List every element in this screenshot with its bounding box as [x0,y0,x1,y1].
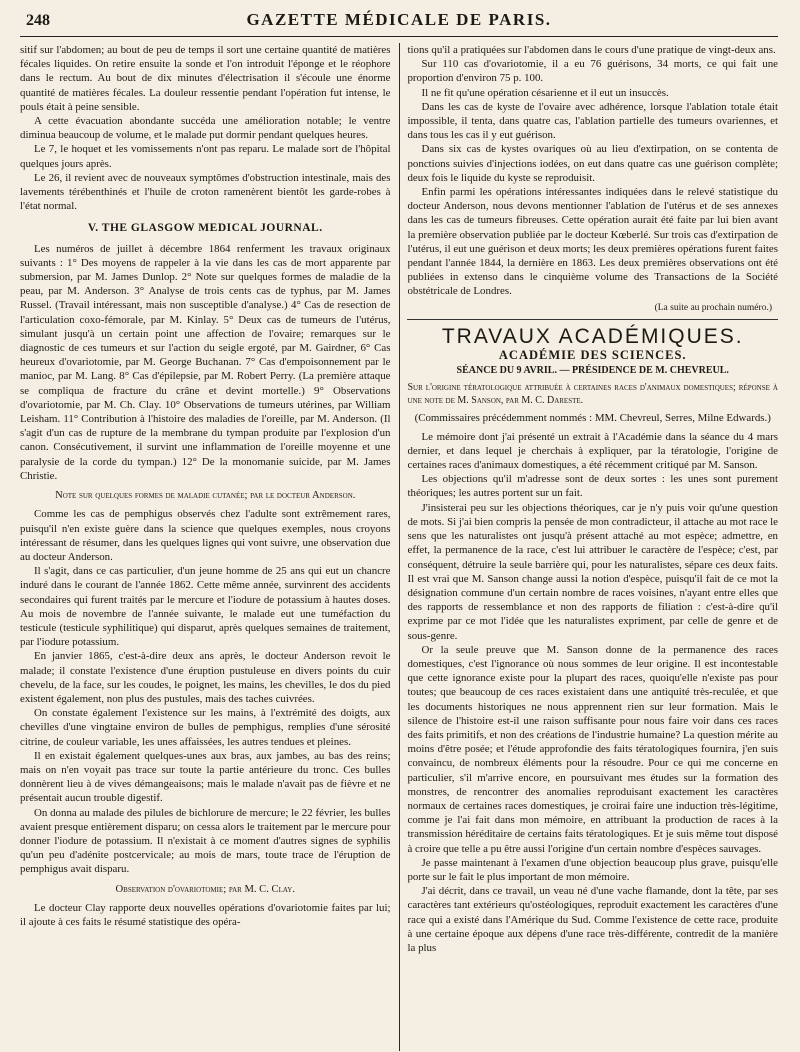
continued-note: (La suite au prochain numéro.) [654,302,772,313]
journal-title: GAZETTE MÉDICALE DE PARIS. [246,10,552,29]
paragraph: Il en existait également quelques-unes aux bras, aux jambes, au bas des reins; mais on n'en voyait pas trace sur toute la partie antérieure du tronc. Ces bulles donnèrent lieu à de vives démangeaisons; mais le malade n'avait pas de fièvre et ne présentait aucun trouble digestif. [20,749,391,805]
paragraph: J'ai décrit, dans ce travail, un veau né d'une vache flamande, dont la tête, par ses caractères tant extérieurs qu'ostéologiques, reproduit exactement les caractères d'une race qui a existé dans l'Amérique du Sud. Comme l'existence de cette race, produite à une certaine époque aux dépens d'une race très-différente, contredit de la manière la plus [407,885,778,954]
paragraph: Les numéros de juillet à décembre 1864 renferment les travaux originaux suivants : 1° Des moyens de rappeler à la vie dans les cas de mort apparente par submersion, par M. James Dunlop. 2° Note sur quelques formes de maladie de la peau, par M. Anderson. 3° Analyse de trois cents cas de typhus, par M. James Russel. (Travail intéressant, mais non susceptible d'analyse.) 4° Cas de resection de l'articulation coxo-fémorale, par M. Kinlay. 5° Deux cas de tumeurs de l'utérus, simulant jusqu'à un certain point une affection de l'ovaire; remarques sur le diagnostic de ces tumeurs et sur l'action du seigle ergoté, par M. Gairdner, 6° Cas heureux d'ovariotomie, par M. George Buchanan. 7° Cas d'empoisonnement par le manioc, par M. Lang. 8° Cas d'épilepsie, par M. Robert Perry. (La première attaque se compliqua de fracture du crâne et devint mortelle.) 9° Observations d'ovariotomie, par M. Ch. Clay. 10° Observations de tumeurs utérines, par William Leisham. 11° Contribution à l'histoire des maladies de l'oreille, par M. Anderson. (Il s'agit d'un cas de rupture de la membrane du tympan produite par l'explosion d'un canon. Consécutivement, il survint une inflammation de l'oreille moyenne et une paralysie de la corde du tympan.) 12° De la monomanie suicide, par M. James Christie. [20,242,391,482]
paragraph: Le 26, il revient avec de nouveaux symptômes d'obstruction intestinale, mais des lavements térébenthinés et l'huile de croton ramenèrent bientôt les garde-robes à l'état normal. [20,171,391,213]
divider [407,319,778,320]
right-column [399,43,778,1051]
commissaires-note: (Commissaires précédemment nommés : MM. Chevreul, Serres, Milne Edwards.) [414,412,771,425]
seance-heading: SÉANCE DU 9 AVRIL. — PRÉSIDENCE DE M. CHEVREUL. [456,365,729,377]
paragraph: sitif sur l'abdomen; au bout de peu de temps il sort une certaine quantité de matières fécales liquides. On retire ensuite la sonde et l'on introduit l'éponge et le réophore dans le rectum. Au bout de dix minutes d'électrisation il s'écoule une énorme quantité de matières fécales. La douleur ressentie pendant l'opération fut intense, le pouls était à peine sensible. [20,44,391,113]
columns [20,43,778,1051]
paragraph: On constate également l'existence sur les mains, à l'extrémité des doigts, aux chevilles d'une vingtaine environ de bulles de pemphigus, remplies d'une sérosité citrine, de couleur variable, les unes affaissées, les autres tendues et pleines. [20,707,391,748]
paragraph: Il s'agit, dans ce cas particulier, d'un jeune homme de 25 ans qui eut un chancre induré dans le courant de l'année 1862. Cette même année, survinrent des accidents secondaires qui furent traités par le mercure et l'iodure de potassium à hautes doses. Au mois de novembre de l'année suivante, le malade eut une tuméfaction du testicule (testicule syphilitique) qui disparut, après quelques semaines de traitement, par l'iodure potassium. [20,565,391,649]
paragraph: Comme les cas de pemphigus observés chez l'adulte sont extrêmement rares, puisqu'il n'en existe guère dans la science que quelques exemples, nous croyons intéressant de résumer, dans les quelques lignes qui vont suivre, une observation due au docteur Anderson. [20,508,391,563]
paragraph: On donna au malade des pilules de bichlorure de mercure; le 22 février, les bulles avaient presque entièrement disparu; on cessa alors le traitement par le mercure pour donner l'iodure de potassium. Il n'existait à ce moment d'autres signes de syphilis qu'un peu d'adénite postcervicale; au mois de mars, toute trace de l'éruption de pemphigus avait disparu. [20,806,391,876]
academie-heading: ACADÉMIE DES SCIENCES. [498,348,687,363]
observation-heading: Observation d'ovariotomie; par M. C. Clay. [115,883,295,895]
paragraph: tions qu'il a pratiquées sur l'abdomen dans le cours d'une pratique de vingt-deux ans. [407,44,776,56]
left-column [20,43,399,1051]
paragraph: Enfin parmi les opérations intéressantes indiquées dans le relevé statistique du docteur Anderson, nous devons mentionner l'ablation de l'utérus et de ses annexes dans les cas de tumeurs fibreuses. Cette opération aurait été faite par lui bien avant la première observation publiée par le docteur Kœberlé. Sur trois cas d'extirpation de l'utérus, il eut une guérison et deux morts; les deux premières opérations furent faites pendant l'année 1844, la dernière en 1863. Les deux premières observations ont été publiées in extenso dans le cinquième volume des Transactions de la Société obstétricale de Londres. [407,186,778,298]
paragraph: Dans les cas de kyste de l'ovaire avec adhérence, lorsque l'ablation totale était impossible, il tenta, dans quatre cas, l'ablation partielle des tumeurs ovariennes, et dans tous les cas il y eut guérison. [407,100,778,142]
paragraph: Je passe maintenant à l'examen d'une objection beaucoup plus grave, puisqu'elle porte sur le fait le plus important de mon mémoire. [407,856,778,883]
note-heading: Note sur quelques formes de maladie cutanée; par le docteur Anderson. [55,490,356,502]
paragraph: Les objections qu'il m'adresse sont de deux sortes : les unes sont purement théoriques; les autres portent sur un fait. [407,473,778,500]
subject-line: Sur l'origine tératologique attribuée à certaines races d'animaux domestiques; réponse à une note de M. Sanson, par M. C. Dareste. [407,382,778,406]
paragraph: A cette évacuation abondante succéda une amélioration notable; le ventre diminua beaucoup de volume, et le malade put dormir pendant quelques heures. [20,115,391,142]
paragraph: Dans six cas de kystes ovariques où au lieu d'extirpation, on se contenta de ponctions suivies d'injections iodées, on eut dans quatre cas une guérison complète; deux fois le liquide du kyste se reproduisit. [407,143,778,184]
paragraph: Sur 110 cas d'ovariotomie, il a eu 76 guérisons, 34 morts, ce qui fait une proportion d'environ 75 p. 100. [407,58,778,85]
paragraph: Or la seule preuve que M. Sanson donne de la permanence des races domestiques, c'est l'ignorance où nous sommes de leur origine. Il est incontestable que cette ignorance existe pour la plupart des races, quoiqu'elle n'existe pas pour toutes; que beaucoup de ces races existaient dans une antiquité très-reculée, et que les documents historiques ne nous apprennent rien sur leur formation. Mais le silence de l'histoire est-il une raison suffisante pour nous faire voir dans ces races des faits primitifs, et non des créations de l'industrie humaine? La question mérite au moins d'être posée; et l'étude approfondie des faits tératologiques fournira, j'en suis convaincu, de nombreux éléments pour la résoudre. Pour ce qui me concerne en particulier, s'il m'arrive encore, en poursuivant mes études sur la formation des monstres, de rencontrer des anomalies reproduisant exactement les caractères normaux de certaines races domestiques, je croirai faire une induction très-légitime, comme je l'ai fait dans mon mémoire, en attribuant la production de races à la transmission héréditaire de certains faits tératologiques. Et je suis même tout disposé à croire que telle a pu être aussi l'origine d'un certain nombre d'espèces sauvages. [407,643,778,855]
section-heading: V. THE GLASGOW MEDICAL JOURNAL. [87,222,323,235]
travaux-heading: TRAVAUX ACADÉMIQUES. [441,324,744,348]
paragraph: Le 7, le hoquet et les vomissements n'ont pas reparu. Le malade sort de l'hôpital quelques jours après. [20,143,391,170]
paragraph: J'insisterai peu sur les objections théoriques, car je n'y puis voir qu'une question de mots. Si j'ai bien compris la pensée de mon contradicteur, il attache au mot race le sens que les naturalistes ont jusqu'à présent attaché au mot espèce; admettre, en effet, la permanence de la race, c'est lui attribuer le caractère de l'espèce; c'est, par conséquent, détruire la seule barrière qui, pour les naturalistes, sépare ces deux faits. Il est vrai que M. Sanson change aussi la notion d'espèce, puisqu'il fait de ce mot la désignation commune d'un certain nombre de races voisines, n'ayant entre elles que des rapports de ressemblance et non des rapports de filiation : c'est-à-dire qu'il exprime par ce mot l'idée que les naturalistes expriment, par celle de genre et de sous-genre. [407,501,778,642]
paragraph: Il ne fit qu'une opération césarienne et il eut un insuccès. [421,86,669,99]
page-header [20,10,778,37]
page-number: 248 [26,12,50,29]
paragraph: En janvier 1865, c'est-à-dire deux ans après, le docteur Anderson revoit le malade; il constate l'existence d'une éruption pustuleuse en divers points du cuir chevelu, de la face, sur les coudes, le poignet, les mains, les chevilles, le dos du pied existent également, non plus des pustules, mais des taches cuivrées. [20,650,391,705]
paragraph: Le mémoire dont j'ai présenté un extrait à l'Académie dans la séance du 4 mars dernier, et dans lequel je cherchais à expliquer, par la tératologie, l'origine de certaines races d'animaux domestiques, a été récemment critiqué par M. Sanson. [407,430,778,472]
paragraph: Le docteur Clay rapporte deux nouvelles opérations d'ovariotomie faites par lui; il ajoute à ces faits le résumé statistique des opéra- [20,901,391,928]
